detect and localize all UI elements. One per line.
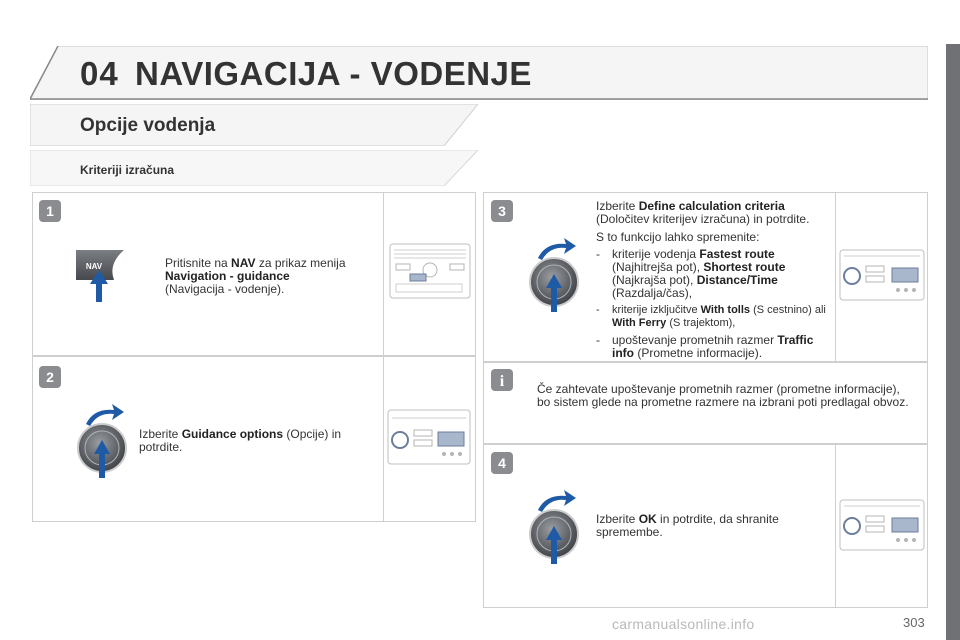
chapter-number: 04 <box>80 55 119 92</box>
radio-unit-illustration <box>386 408 472 466</box>
rotate-arrow-icon <box>538 238 576 260</box>
step-badge-number: 3 <box>498 203 506 219</box>
right-edge-bar <box>946 44 960 640</box>
radio-unit-illustration <box>838 498 926 552</box>
step2-instruction: Izberite Guidance options (Opcije) in potrdite. <box>139 427 342 454</box>
page-number: 303 <box>903 615 925 630</box>
rotary-knob-icon <box>524 486 586 566</box>
step3-intro: Izberite Define calculation criteria (Določitev kriterijev izračuna) in potrdite. <box>596 199 810 226</box>
step-badge-3 <box>490 199 514 223</box>
section-title: Opcije vodenja <box>80 115 216 136</box>
list-item: - kriterije izključitve With tolls (S cestnino) ali With Ferry (S trajektom), <box>596 304 826 329</box>
radio-unit-illustration <box>388 242 472 300</box>
step-badge-2 <box>38 365 62 389</box>
panel-divider <box>383 356 384 522</box>
step3-line2: S to funkcijo lahko spremenite: <box>596 230 760 244</box>
list-item: - upoštevanje prometnih razmer Traffic info (Prometne informacije). <box>596 333 814 360</box>
panel-divider <box>835 444 836 608</box>
info-icon <box>490 368 514 392</box>
step3-instructions <box>596 200 832 360</box>
watermark: carmanualsonline.info <box>612 616 755 632</box>
nav-button-icon <box>68 242 132 304</box>
rotary-knob-icon <box>72 400 134 480</box>
step-badge-1 <box>38 199 62 223</box>
step-badge-number: 4 <box>498 455 506 471</box>
panel-divider <box>835 192 836 362</box>
list-item: - kriterije vodenja Fastest route (Najhitrejša pot), Shortest route (Najkrajša pot), Distance/Time (Razdalja/čas), <box>596 247 786 300</box>
chapter-title: NAVIGACIJA - VODENJE <box>135 55 532 92</box>
radio-unit-illustration <box>838 248 926 302</box>
panel-divider <box>383 192 384 356</box>
step-badge-4 <box>490 451 514 475</box>
step-badge-number: 2 <box>46 369 54 385</box>
rotate-arrow-icon <box>538 490 576 512</box>
rotate-arrow-icon <box>86 404 124 426</box>
subsection-title: Kriteriji izračuna <box>80 163 175 177</box>
info-badge-letter: i <box>499 373 505 390</box>
rotary-knob-icon <box>524 234 586 314</box>
step-badge-number: 1 <box>46 203 54 219</box>
step1-instruction: Pritisnite na NAV za prikaz menija Navigation - guidance (Navigacija - vodenje). <box>165 256 346 296</box>
nav-button-label: NAV <box>85 262 103 271</box>
info-note: Če zahtevate upoštevanje prometnih razmer (prometne informacije), bo sistem glede na prometne razmere na izbrani poti predlagal obvoz. <box>537 382 909 409</box>
step4-instruction: Izberite OK in potrdite, da shranite spremembe. <box>596 512 779 539</box>
